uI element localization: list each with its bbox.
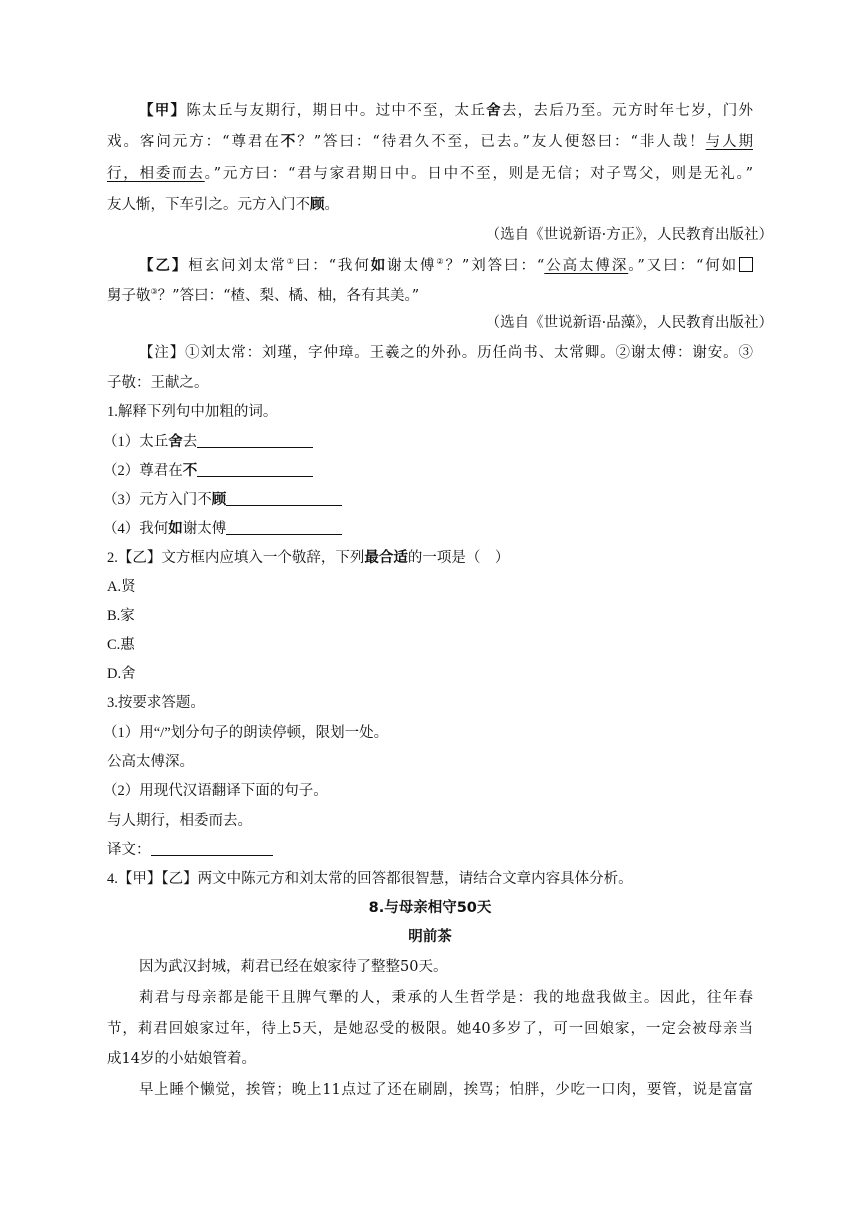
bold-word: 不 (280, 133, 298, 150)
underlined-text: 与人期 (705, 134, 754, 150)
q2-option-d[interactable]: D.舍 (107, 666, 136, 682)
text: （4）我何 (103, 521, 169, 537)
q2-option-b[interactable]: B.家 (107, 608, 135, 624)
text: 【注】①刘太常：刘瑾，字仲璋。王羲之的外孙。历任尚书、太常卿。②谢太傅：谢安。③ (139, 345, 753, 361)
footnote-marker: ② (436, 257, 446, 266)
text: 谢太傅 (387, 258, 437, 274)
article-paragraph-3-line-1 (107, 1080, 753, 1100)
text: 谢太傅 (182, 521, 227, 537)
q3-answer-line (107, 840, 273, 860)
text: （1）太丘 (103, 434, 169, 450)
bold-word: 舍 (168, 434, 183, 450)
q2-option-c[interactable]: C.惠 (107, 637, 135, 653)
passage-jia-source: （选自《世说新语·方正》，人民教育出版社） (485, 227, 773, 243)
answer-label: 译文： (107, 842, 151, 858)
answer-blank[interactable] (226, 520, 342, 535)
q1-stem: 1.解释下列句中加粗的词。 (107, 404, 278, 420)
text: 曰：“我何 (295, 258, 371, 274)
q3-sub2-sentence: 与人期行，相委而去。 (107, 813, 252, 829)
q4-stem: 4.【甲】【乙】两文中陈元方和刘太常的回答都很智慧，请结合文章内容具体分析。 (107, 871, 633, 887)
article-paragraph-2-line-1 (107, 988, 753, 1008)
text: （3）元方入门不 (103, 492, 212, 508)
bold-word: 舍 (486, 102, 502, 119)
passage-jia-line-4 (107, 195, 339, 215)
text: 节，莉君回娘家过年，待上5天，是她忍受的极限。她40多岁了，可一回娘家，一定会被母亲当 (107, 1021, 753, 1037)
article-author: 明前茶 (408, 929, 452, 945)
text: 。”又曰：“何如 (628, 258, 739, 274)
text: 莉君与母亲都是能干且脾气犟的人，秉承的人生哲学是：我的地盘我做主。因此，往年春 (139, 990, 753, 1006)
bold-word: 不 (182, 463, 198, 479)
article-paragraph-1: 因为武汉封城，莉君已经在娘家待了整整50天。 (139, 959, 448, 975)
underlined-text: 公高太傅深 (544, 258, 629, 274)
article-paragraph-2-line-3: 成14岁的小姑娘管着。 (107, 1051, 256, 1067)
passage-jia-label: 【甲】 (139, 102, 187, 119)
text: 早上睡个懒觉，挨管；晚上11点过了还在刷剧，挨骂；怕胖，少吃一口肉，要管，说是富富 (139, 1082, 753, 1098)
text: 的一项是（ ） (407, 550, 510, 566)
passage-yi-line-2 (107, 286, 419, 306)
answer-blank[interactable] (226, 491, 342, 506)
bold-word: 顾 (211, 492, 227, 508)
text: 陈太丘与友期行，期日中。过中不至，太丘 (186, 103, 487, 119)
text: 。”元方曰：“君与家君期日中。日中不至，则是无信；对子骂父，则是无礼。” (204, 166, 753, 182)
bold-word: 如 (168, 521, 183, 537)
passage-yi-line-1 (107, 256, 753, 276)
text: 友人惭，下车引之。元方入门不 (107, 197, 310, 213)
bold-word: 顾 (310, 196, 325, 213)
underlined-text: 行，相委而去 (107, 166, 205, 182)
answer-blank[interactable] (197, 462, 313, 477)
blank-box (739, 257, 753, 272)
passage-yi-source: （选自《世说新语·品藻》，人民教育出版社） (485, 315, 773, 331)
text: 。 (324, 197, 339, 213)
q1-item-2 (103, 461, 313, 481)
q2-option-a[interactable]: A.贤 (107, 579, 136, 595)
passage-jia-line-1 (107, 101, 753, 121)
q1-item-4 (103, 519, 342, 539)
text: 舅子敬 (107, 288, 151, 304)
text: 戏。客问元方：“尊君在 (107, 134, 281, 150)
notes-line-1 (107, 343, 753, 363)
text: 桓玄问刘太常 (188, 258, 287, 274)
bold-word: 如 (370, 257, 388, 274)
text: ？”刘答曰：“ (445, 258, 545, 274)
answer-blank[interactable] (151, 841, 273, 856)
q3-sub2: （2）用现代汉语翻译下面的句子。 (103, 783, 328, 799)
text: （2）尊君在 (103, 463, 183, 479)
q1-item-3 (103, 490, 342, 510)
q3-sub1-sentence: 公高太傅深。 (107, 754, 194, 770)
q1-item-1 (103, 432, 313, 452)
text: ？”答曰：“楂、梨、橘、柚，各有其美。” (157, 288, 420, 304)
q3-sub1: （1）用“/”划分句子的朗读停顿，限划一处。 (103, 725, 389, 741)
passage-jia-line-2 (107, 132, 753, 152)
passage-yi-label: 【乙】 (139, 257, 189, 274)
text: 去 (182, 434, 198, 450)
text: 去，去后乃至。元方时年七岁，门外 (501, 103, 754, 119)
text: ？”答曰：“待君久不至，已去。”友人便怒曰：“非人哉！ (297, 134, 706, 150)
footnote-marker: ① (286, 257, 296, 266)
text: 2.【乙】文方框内应填入一个敬辞，下列 (107, 550, 365, 566)
article-paragraph-2-line-2 (107, 1019, 753, 1039)
passage-jia-line-3 (107, 164, 753, 184)
footnote-marker: ③ (150, 287, 158, 296)
notes-line-2: 子敬：王献之。 (107, 375, 209, 391)
q2-stem (107, 548, 509, 568)
answer-blank[interactable] (197, 433, 313, 448)
bold-word: 最合适 (364, 550, 408, 566)
article-title: 8.与母亲相守50天 (368, 900, 492, 916)
q3-stem: 3.按要求答题。 (107, 695, 205, 711)
